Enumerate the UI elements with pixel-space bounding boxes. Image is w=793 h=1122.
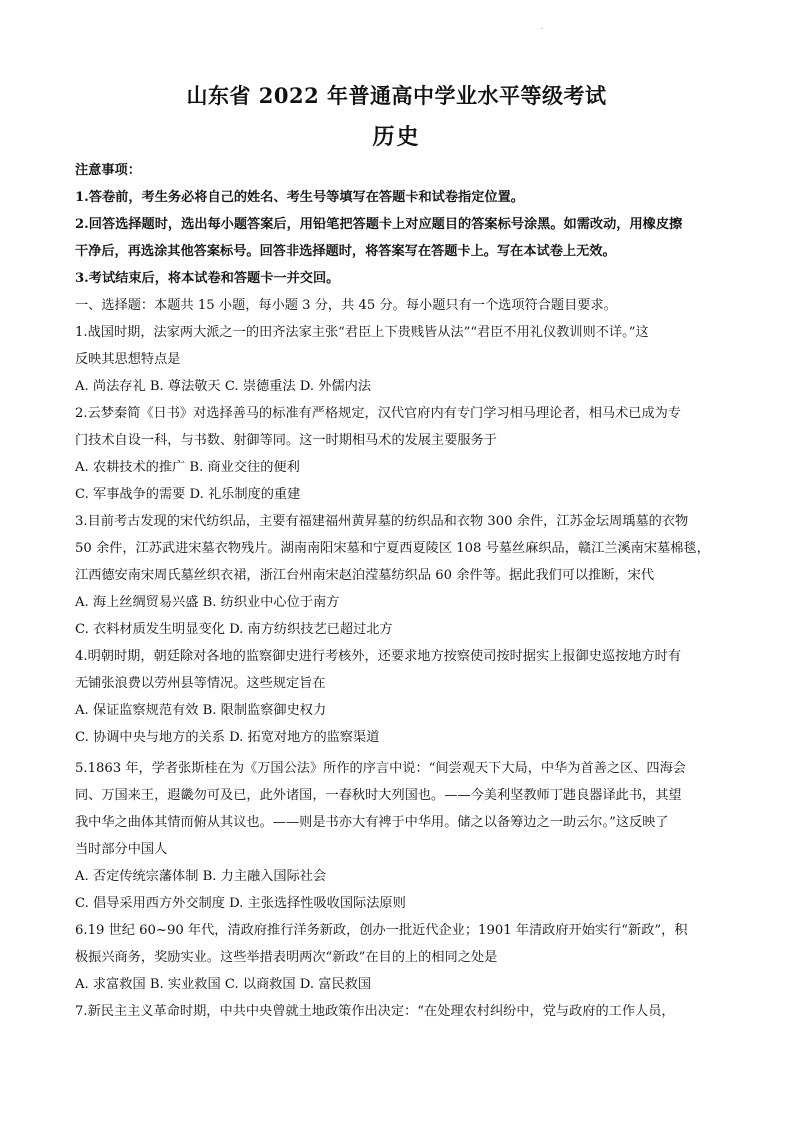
section-heading: 一、选择题：本题共 15 小题，每小题 3 分，共 45 分。每小题只有一个选项符合题目要求。 xyxy=(75,298,617,313)
notes-item: 2.回答选择题时，选出每小题答案后，用铅笔把答题卡上对应题目的答案标号涂黑。如需改动，用橡皮擦 xyxy=(75,217,683,232)
question-options: C. 倡导采用西方外交制度 D. 主张选择性吸收国际法原则 xyxy=(75,896,406,911)
question-options: A. 求富救国 B. 实业救国 C. 以商救国 D. 富民救国 xyxy=(75,977,372,992)
question-stem-line: 4.明朝时期，朝廷除对各地的监察御史进行考核外，还要求地方按察使司按时据实上报御史巡按地方时有 xyxy=(75,649,682,664)
question-options: A. 尚法存礼 B. 尊法敬天 C. 崇德重法 D. 外儒内法 xyxy=(75,379,372,394)
question-stem-line: 同、万国来王，遐畿勿可及已，此外诸国，一春秋时大列国也。——今美利坚教师丁韪良器译此书，其望 xyxy=(75,788,682,803)
question-options: A. 海上丝绸贸易兴盛 B. 纺织业中心位于南方 xyxy=(75,595,340,610)
question-stem-line: 5.1863 年，学者张斯桂在为《万国公法》所作的序言中说：“间尝观天下大局，中华为首善之区、四海会 xyxy=(75,761,686,776)
question-options: C. 军事战争的需要 D. 礼乐制度的重建 xyxy=(75,487,301,502)
question-options: A. 保证监察规范有效 B. 限制监察御史权力 xyxy=(75,703,327,718)
question-options: A. 农耕技术的推广 B. 商业交往的便利 xyxy=(75,460,300,475)
question-stem-line: 当时部分中国人 xyxy=(75,842,168,857)
question-options: C. 衣料材质发生明显变化 D. 南方纺织技艺已超过北方 xyxy=(75,622,393,637)
question-stem-line: 无铺张浪费以劳州县等情况。这些规定旨在 xyxy=(75,676,326,691)
exam-subject: 历史 xyxy=(372,124,421,150)
question-options: C. 协调中央与地方的关系 D. 拓宽对地方的监察渠道 xyxy=(75,730,380,745)
question-stem-line: 门技术自设一科，与书数、射御等同。这一时期相马术的发展主要服务于 xyxy=(75,433,497,448)
question-stem-line: 反映其思想特点是 xyxy=(75,352,181,367)
question-stem-line: 50 余件，江苏武进宋墓衣物残片。湖南南阳宋墓和宁夏西夏陵区 108 号墓丝麻织品，赣江兰溪南宋墓棉毯， xyxy=(75,541,710,556)
question-stem-line: 我中华之曲体其情而俯从其议也。——则是书亦大有裨于中华用。储之以备筹边之一助云尔。”这反映了 xyxy=(75,815,669,830)
question-stem-line: 江西德安南宋周氏墓丝织衣裙，浙江台州南宋赵泊滢墓纺织品 60 余件等。据此我们可以推断，宋代 xyxy=(75,568,655,583)
question-stem-line: 3.目前考古发现的宋代纺织品，主要有福建福州黄昇墓的纺织品和衣物 300 余件，江苏金坛周瑀墓的衣物 xyxy=(75,514,689,529)
exam-title: 山东省 2022 年普通高中学业水平等级考试 xyxy=(186,83,607,108)
question-stem-line: 6.19 世纪 60~90 年代，清政府推行洋务新政，创办一批近代企业；1901 年清政府开始实行“新政”，积 xyxy=(75,923,688,938)
notes-item: 3.考试结束后，将本试卷和答题卡一并交回。 xyxy=(75,271,340,286)
notes-heading: 注意事项： xyxy=(75,163,141,178)
question-stem-line: 2.云梦秦简《日书》对选择善马的标准有严格规定，汉代官府内有专门学习相马理论者，相马术已成为专 xyxy=(75,406,682,421)
question-stem-line: 1.战国时期，法家两大派之一的田齐法家主张“君臣上下贵贱皆从法”“君臣不用礼仪教训则不详。”这 xyxy=(75,325,649,340)
question-options: A. 否定传统宗藩体制 B. 力主融入国际社会 xyxy=(75,869,327,884)
notes-item: 干净后，再选涂其他答案标号。回答非选择题时，将答案写在答题卡上。写在本试卷上无效。 xyxy=(75,244,616,259)
header-mark: . xyxy=(541,24,543,31)
notes-item: 1.答卷前，考生务必将自己的姓名、考生号等填写在答题卡和试卷指定位置。 xyxy=(75,190,524,205)
question-stem-line: 7.新民主主义革命时期，中共中央曾就土地政策作出决定：“在处理农村纠纷中，党与政府的工作人员， xyxy=(75,1004,675,1019)
question-stem-line: 极振兴商务，奖励实业。这些举措表明两次“新政”在目的上的相同之处是 xyxy=(75,950,498,965)
